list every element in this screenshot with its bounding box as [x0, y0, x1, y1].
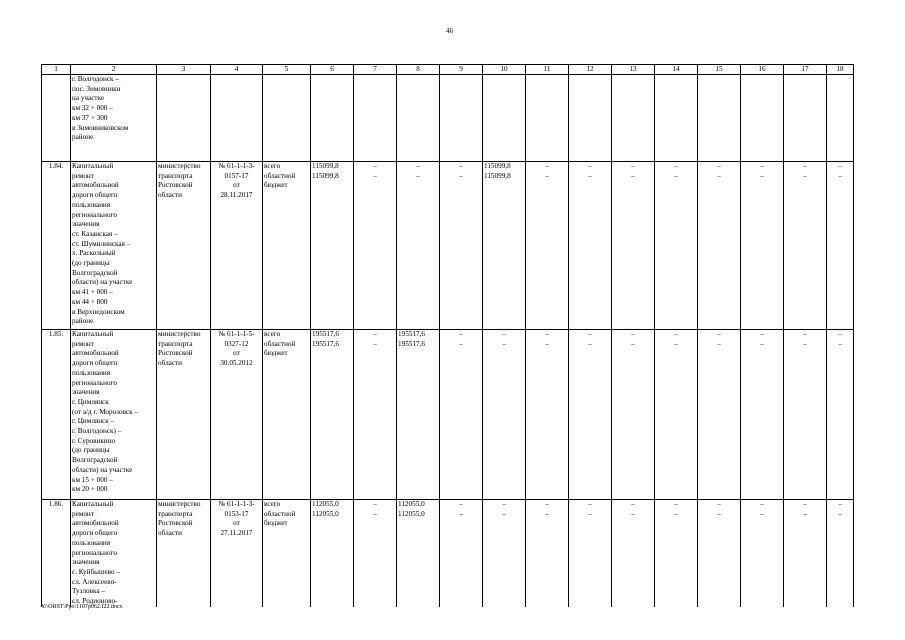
col-16: 16 [741, 65, 784, 75]
funding-source-cell: всего областной бюджет [263, 330, 311, 500]
value-cell: – – [354, 162, 397, 330]
document-cell: № 61-1-1-3- 0153-17 от 27.11.2017 [211, 500, 263, 607]
col-9: 9 [440, 65, 483, 75]
value-cell: 115099,8 115099,8 [483, 162, 526, 330]
value-cell: – – [784, 500, 827, 607]
col-2: 2 [71, 65, 157, 75]
value-cell: – – [569, 162, 612, 330]
value-cell: – – [784, 330, 827, 500]
value-cell: – – [612, 330, 655, 500]
row-number-cell: 1.84. [42, 162, 71, 330]
col-8: 8 [397, 65, 440, 75]
table-row [42, 500, 854, 607]
col-17: 17 [784, 65, 827, 75]
table-row [42, 330, 854, 500]
object-name-cell: г. Волгодонск – пос. Зимовники на участке км 32 + 000 – км 37 + 300 в Зимовниковском районе [71, 75, 157, 162]
funding-source-cell: всего областной бюджет [263, 162, 311, 330]
organization-cell: министерство транспорта Ростовской области [157, 162, 211, 330]
col-18: 18 [827, 65, 854, 75]
value-cell: – – [827, 500, 854, 607]
value-cell: – – [483, 500, 526, 607]
object-name-cell: Капитальный ремонт автомобильной дороги общего пользования регионального значения г. Цимлянск (от а/д г. Морозовск – г. Цимлянск – г. Волгодонск) – г. Суровикино (до границы Волгоградской области) на участке км 15 + 000 – км 20 + 000 [71, 330, 157, 500]
document-cell: № 61-1-1-3- 0157-17 от 28.11.2017 [211, 162, 263, 330]
value-cell: – – [784, 162, 827, 330]
value-cell: – – [655, 330, 698, 500]
object-name-cell: Капитальный ремонт автомобильной дороги общего пользования регионального значения с. Куйбышево – сл. Алексеево- Тузловка – сл. Родионово- [71, 500, 157, 607]
financing-table [41, 64, 854, 607]
value-cell: 195517,6 195517,6 [397, 330, 440, 500]
row-number-cell: 1.86. [42, 500, 71, 607]
value-cell: – – [741, 162, 784, 330]
table-row-continued [42, 75, 854, 162]
value-cell: – – [655, 500, 698, 607]
col-5: 5 [263, 65, 311, 75]
funding-source-cell: всего областной бюджет [263, 500, 311, 607]
value-cell: – – [698, 500, 741, 607]
value-cell: – – [440, 162, 483, 330]
value-cell: – – [612, 162, 655, 330]
value-cell: – – [440, 330, 483, 500]
col-4: 4 [211, 65, 263, 75]
value-cell: – – [526, 330, 569, 500]
col-3: 3 [157, 65, 211, 75]
value-cell: – – [698, 330, 741, 500]
value-cell: – – [483, 330, 526, 500]
value-cell: – – [569, 330, 612, 500]
page-number: 46 [446, 27, 453, 35]
value-cell: – – [397, 162, 440, 330]
organization-cell: министерство транспорта Ростовской области [157, 330, 211, 500]
value-cell: 112055,0 112055,0 [397, 500, 440, 607]
column-number-row [42, 65, 854, 75]
row-number-cell: 1.85. [42, 330, 71, 500]
value-cell: – – [569, 500, 612, 607]
value-cell: – – [741, 500, 784, 607]
table-row [42, 162, 854, 330]
total-cell: 195517,6 195517,6 [311, 330, 354, 500]
document-cell: № 61-1-1-5- 0327-12 от 30.05.2012 [211, 330, 263, 500]
value-cell: – – [440, 500, 483, 607]
col-7: 7 [354, 65, 397, 75]
value-cell: – – [655, 162, 698, 330]
col-15: 15 [698, 65, 741, 75]
col-10: 10 [483, 65, 526, 75]
value-cell: – – [526, 500, 569, 607]
value-cell: – – [827, 330, 854, 500]
value-cell: – – [526, 162, 569, 330]
col-6: 6 [311, 65, 354, 75]
value-cell: – – [354, 500, 397, 607]
value-cell: – – [354, 330, 397, 500]
value-cell: – – [612, 500, 655, 607]
col-11: 11 [526, 65, 569, 75]
row-number-cell [42, 75, 71, 162]
col-14: 14 [655, 65, 698, 75]
organization-cell: министерство транспорта Ростовской области [157, 500, 211, 607]
col-1: 1 [42, 65, 71, 75]
value-cell: – – [827, 162, 854, 330]
value-cell: – – [741, 330, 784, 500]
col-13: 13 [612, 65, 655, 75]
total-cell: 115099,8 115099,8 [311, 162, 354, 330]
object-name-cell: Капитальный ремонт автомобильной дороги общего пользования регионального значения ст. Казанская – ст. Шумилинская – х. Раскольный (до границы Волгоградской области) на участке км 41 + 000 – км 44 + 800 в Верхнедонском районе [71, 162, 157, 330]
footer-file-path: Y:\ORST\Ppo\1107p062.f22.docx [41, 604, 123, 610]
col-12: 12 [569, 65, 612, 75]
value-cell: – – [698, 162, 741, 330]
total-cell: 112055,0 112055,0 [311, 500, 354, 607]
